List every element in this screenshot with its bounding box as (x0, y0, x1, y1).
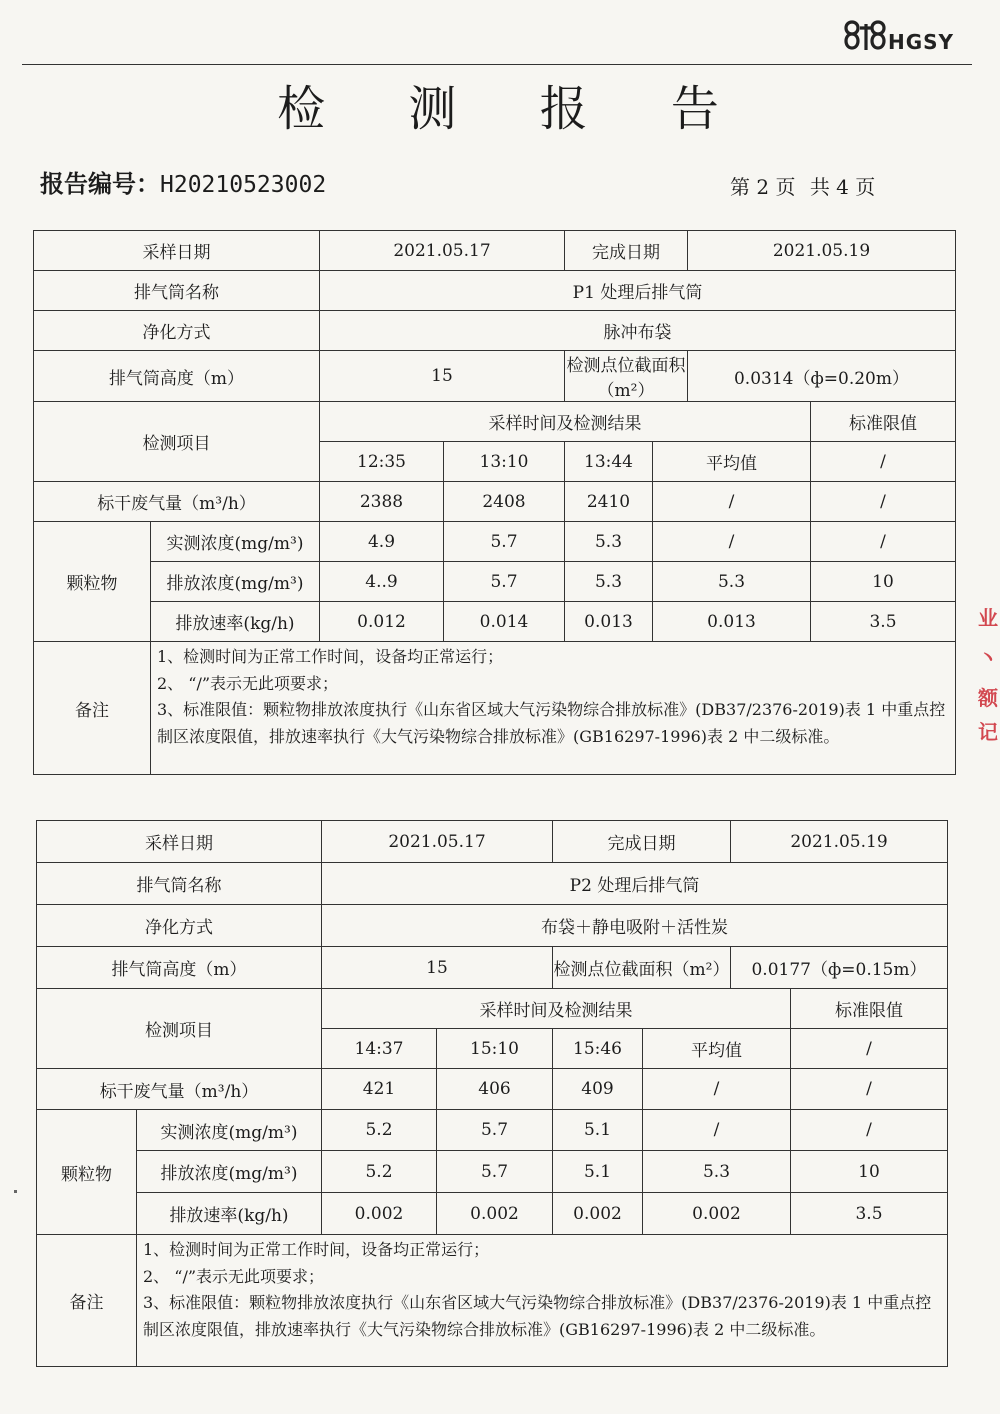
flow-average: / (653, 482, 811, 522)
sample-time-2: 15:10 (437, 1029, 553, 1069)
remark-line-2: 2、 “/”表示无此项要求； (143, 1266, 325, 1286)
flow-label: 标干废气量（m³/h） (34, 482, 320, 522)
emission-1: 4..9 (320, 562, 444, 602)
remark-line-1: 1、检测时间为正常工作时间，设备均正常运行； (157, 647, 504, 666)
purification-label: 净化方式 (34, 311, 320, 351)
flow-limit: / (791, 1069, 948, 1110)
rate-3: 0.002 (553, 1193, 643, 1235)
emission-3: 5.1 (553, 1151, 643, 1193)
flow-1: 2388 (320, 482, 444, 522)
sampling-date-label: 采样日期 (34, 231, 320, 271)
emission-limit: 10 (791, 1151, 948, 1193)
remarks-content (151, 642, 956, 775)
section-area-value: 0.0314（ф=0.20m） (688, 351, 956, 402)
measured-average: / (653, 522, 811, 562)
measured-1: 5.2 (322, 1110, 437, 1151)
standard-limit-label: 标准限值 (791, 989, 948, 1029)
company-logo-icon (842, 14, 888, 64)
sample-time-1: 12:35 (320, 442, 444, 482)
rate-limit: 3.5 (811, 602, 956, 642)
stack-name-label: 排气筒名称 (34, 271, 320, 311)
rate-limit: 3.5 (791, 1193, 948, 1235)
rate-2: 0.014 (444, 602, 565, 642)
particulate-label: 颗粒物 (37, 1110, 137, 1235)
remark-line-1: 1、检测时间为正常工作时间，设备均正常运行； (143, 1240, 490, 1259)
measured-1: 4.9 (320, 522, 444, 562)
header-divider (22, 64, 972, 65)
measured-conc-label: 实测浓度(mg/m³) (137, 1110, 322, 1151)
flow-limit: / (811, 482, 956, 522)
seal-stamp-fragment (978, 590, 1000, 750)
emission-2: 5.7 (437, 1151, 553, 1193)
completion-date-value: 2021.05.19 (688, 231, 956, 271)
stack-name-value: P2 处理后排气筒 (322, 863, 948, 905)
page-indicator (730, 171, 883, 200)
section-area-label: 检测点位截面积（m²） (553, 947, 731, 989)
rate-average: 0.013 (653, 602, 811, 642)
stack-name-value: P1 处理后排气筒 (320, 271, 956, 311)
remark-line-3: 3、标准限值：颗粒物排放浓度执行《山东省区域大气污染物综合排放标准》(DB37/2376-2019)表 1 中重点控制区浓度限值，排放速率执行《大气污染物综合排放标准》(GB16297-1996)表 2 中二级标准。 (157, 700, 946, 746)
average-label: 平均值 (643, 1029, 791, 1069)
page-total: 共 4 页 (809, 175, 876, 199)
measured-3: 5.3 (565, 522, 653, 562)
report-table-p2 (36, 820, 948, 1367)
completion-date-value: 2021.05.19 (731, 821, 948, 863)
rate-3: 0.013 (565, 602, 653, 642)
sampling-date-value: 2021.05.17 (320, 231, 565, 271)
measured-conc-label: 实测浓度(mg/m³) (151, 522, 320, 562)
stack-height-label: 排气筒高度（m） (34, 351, 320, 402)
particulate-label: 颗粒物 (34, 522, 151, 642)
rate-2: 0.002 (437, 1193, 553, 1235)
stamp-char-1: 业 (978, 606, 998, 630)
emission-average: 5.3 (653, 562, 811, 602)
emission-rate-label: 排放速率(kg/h) (151, 602, 320, 642)
emission-1: 5.2 (322, 1151, 437, 1193)
sample-time-3: 15:46 (553, 1029, 643, 1069)
emission-conc-label: 排放浓度(mg/m³) (151, 562, 320, 602)
emission-2: 5.7 (444, 562, 565, 602)
stamp-char-4: 记 (978, 720, 998, 744)
remarks-content (137, 1235, 948, 1367)
flow-3: 2410 (565, 482, 653, 522)
test-item-label: 检测项目 (37, 989, 322, 1069)
sample-time-3: 13:44 (565, 442, 653, 482)
limit-header-value: / (811, 442, 956, 482)
flow-1: 421 (322, 1069, 437, 1110)
standard-limit-label: 标准限值 (811, 402, 956, 442)
remarks-label: 备注 (34, 642, 151, 775)
flow-3: 409 (553, 1069, 643, 1110)
stack-height-label: 排气筒高度（m） (37, 947, 322, 989)
stack-height-value: 15 (320, 351, 565, 402)
flow-2: 2408 (444, 482, 565, 522)
emission-limit: 10 (811, 562, 956, 602)
sampling-results-label: 采样时间及检测结果 (320, 402, 811, 442)
section-area-value: 0.0177（ф=0.15m） (731, 947, 948, 989)
page-title: 检 测 报 告 (277, 81, 753, 137)
page-current: 第 2 页 (730, 175, 796, 199)
report-number-label: 报告编号： (40, 170, 160, 198)
rate-1: 0.002 (322, 1193, 437, 1235)
flow-label: 标干废气量（m³/h） (37, 1069, 322, 1110)
rate-1: 0.012 (320, 602, 444, 642)
measured-2: 5.7 (444, 522, 565, 562)
emission-rate-label: 排放速率(kg/h) (137, 1193, 322, 1235)
sampling-date-label: 采样日期 (37, 821, 322, 863)
measured-limit: / (811, 522, 956, 562)
scan-dot (14, 1190, 17, 1193)
stack-name-label: 排气筒名称 (37, 863, 322, 905)
sample-time-1: 14:37 (322, 1029, 437, 1069)
section-area-label: 检测点位截面积（m²） (565, 351, 688, 402)
remark-line-3: 3、标准限值：颗粒物排放浓度执行《山东省区域大气污染物综合排放标准》(DB37/2376-2019)表 1 中重点控制区浓度限值，排放速率执行《大气污染物综合排放标准》(GB16297-1996)表 2 中二级标准。 (143, 1293, 932, 1339)
completion-date-label: 完成日期 (553, 821, 731, 863)
flow-average: / (643, 1069, 791, 1110)
emission-average: 5.3 (643, 1151, 791, 1193)
purification-value: 脉冲布袋 (320, 311, 956, 351)
measured-limit: / (791, 1110, 948, 1151)
measured-3: 5.1 (553, 1110, 643, 1151)
completion-date-label: 完成日期 (565, 231, 688, 271)
average-label: 平均值 (653, 442, 811, 482)
sample-time-2: 13:10 (444, 442, 565, 482)
remark-line-2: 2、 “/”表示无此项要求； (157, 673, 339, 693)
sampling-results-label: 采样时间及检测结果 (322, 989, 791, 1029)
report-number (40, 164, 326, 199)
emission-conc-label: 排放浓度(mg/m³) (137, 1151, 322, 1193)
emission-3: 5.3 (565, 562, 653, 602)
stack-height-value: 15 (322, 947, 553, 989)
limit-header-value: / (791, 1029, 948, 1069)
remarks-label: 备注 (37, 1235, 137, 1367)
stamp-char-3: 额 (978, 686, 998, 710)
flow-2: 406 (437, 1069, 553, 1110)
sampling-date-value: 2021.05.17 (322, 821, 553, 863)
measured-average: / (643, 1110, 791, 1151)
rate-average: 0.002 (643, 1193, 791, 1235)
logo-text: HGSY (888, 30, 955, 54)
report-table-p1 (33, 230, 956, 775)
purification-value: 布袋＋静电吸附＋活性炭 (322, 905, 948, 947)
measured-2: 5.7 (437, 1110, 553, 1151)
purification-label: 净化方式 (37, 905, 322, 947)
test-item-label: 检测项目 (34, 402, 320, 482)
report-number-value: H20210523002 (160, 172, 327, 198)
stamp-char-2: 丶 (978, 646, 998, 670)
